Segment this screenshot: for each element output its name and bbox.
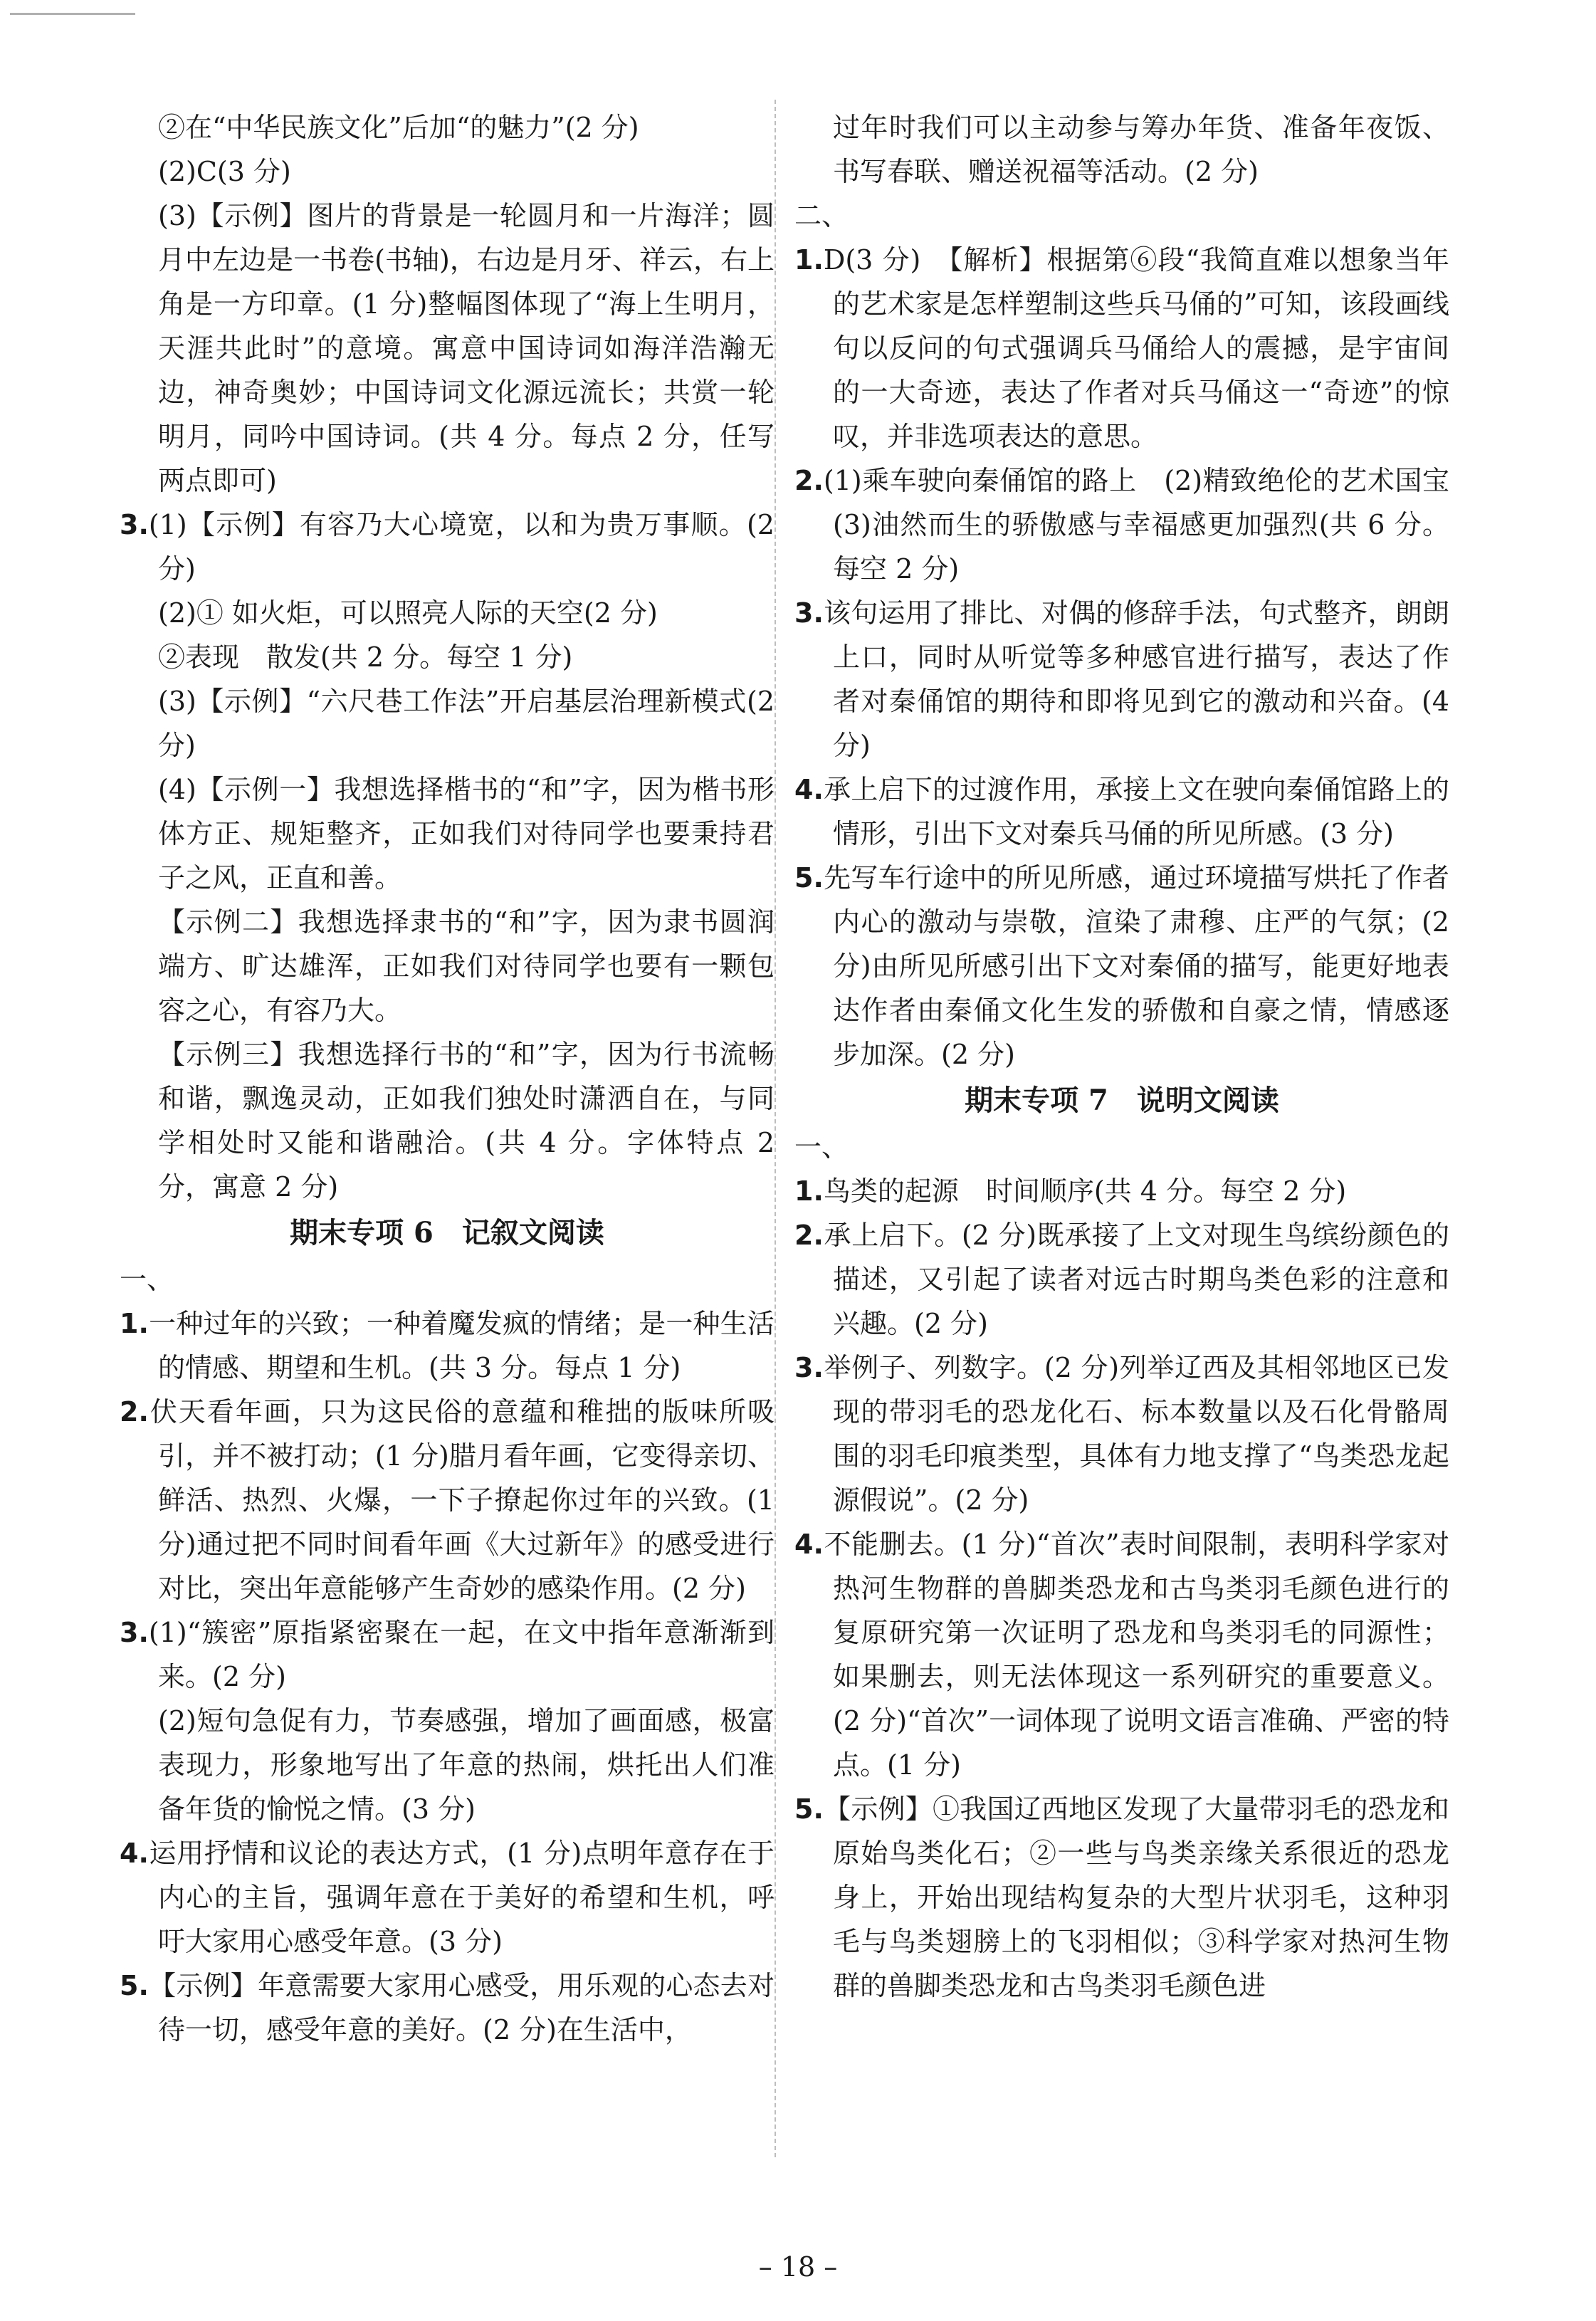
answer-text: 【示例二】我想选择隶书的“和”字，因为隶书圆润端方、旷达雄浑，正如我们对待同学也要有一颗包容之心，有容乃大。: [158, 906, 775, 1026]
answer-text: 【示例】①我国辽西地区发现了大量带羽毛的恐龙和原始鸟类化石；②一些与鸟类亲缘关系很近的恐龙身上，开始出现结构复杂的大型片状羽毛，这种羽毛与鸟类翅膀上的飞羽相似；③科学家对热河生物群的兽脚类恐龙和古鸟类羽毛颜色进: [823, 1793, 1449, 2001]
answer-line: [120, 1610, 775, 1699]
answer-line: [794, 767, 1449, 856]
item-number: 5.: [794, 862, 824, 894]
answer-line: [120, 1390, 775, 1610]
answer-line: [794, 194, 1449, 238]
answer-line: [794, 1522, 1449, 1787]
item-number: 1.: [120, 1308, 149, 1339]
answer-text: 一种过年的兴致；一种着魔发疯的情绪；是一种生活的情感、期望和生机。(共 3 分。每点 1 分): [148, 1308, 775, 1383]
answer-text: (3)【示例】“六尺巷工作法”开启基层治理新模式(2 分): [158, 686, 775, 761]
item-number: 3.: [794, 1352, 824, 1383]
answer-line: [120, 194, 775, 503]
answer-text: 承上启下的过渡作用，承接上文在驶向秦俑馆路上的情形，引出下文对秦兵马俑的所见所感。(3 分): [823, 774, 1449, 849]
answer-line: [794, 459, 1477, 591]
answer-text: (2)① 如火炬，可以照亮人际的天空(2 分): [158, 597, 658, 629]
answer-text: 【示例三】我想选择行书的“和”字，因为行书流畅和谐，飘逸灵动，正如我们独处时潇洒自在，与同学相处时又能和谐融洽。(共 4 分。字体特点 2 分，寓意 2 分): [158, 1039, 775, 1203]
answer-text: ②在“中华民族文化”后加“的魅力”(2 分): [158, 112, 639, 143]
answer-line: [120, 503, 775, 591]
heading-period-7: 期末专项 7 说明文阅读: [965, 1084, 1279, 1117]
right-bottom-answers: [794, 1169, 1449, 2008]
answer-line: [120, 1831, 775, 1964]
item-number: 2.: [794, 1220, 824, 1251]
answer-text: D(3 分) 【解析】根据第⑥段“我简直难以想象当年的艺术家是怎样塑制这些兵马俑的”可知，该段画线句以反问的句式强调兵马俑给人的震撼，是宇宙间的一大奇迹，表达了作者对兵马俑这一“奇迹”的惊叹，并非选项表达的意思。: [823, 244, 1449, 452]
corner-rule: [10, 13, 135, 15]
answer-line: [794, 1346, 1449, 1522]
item-number: 2.: [794, 465, 824, 496]
page-number: – 18 –: [758, 2251, 838, 2283]
answer-line: [794, 1169, 1449, 1213]
answer-line: [120, 900, 775, 1032]
answer-text: (4)【示例一】我想选择楷书的“和”字，因为楷书形体方正、规矩整齐，正如我们对待同学也要秉持君子之风，正直和善。: [158, 774, 775, 894]
item-number: 4.: [120, 1838, 149, 1869]
answer-line: [794, 1787, 1449, 2008]
answer-line: [794, 238, 1449, 459]
right-column: [794, 105, 1477, 2008]
item-number: 1.: [794, 1175, 824, 1207]
left-bottom-answers: [120, 1301, 775, 2052]
answer-text: 先写车行途中的所见所感，通过环境描写烘托了作者内心的激动与崇敬，渲染了肃穆、庄严的气氛；(2 分)由所见所感引出下文对秦俑的描写，能更好地表达作者由秦俑文化生发的骄傲和自豪之情，情感逐步加深。(2 分): [823, 862, 1449, 1070]
item-number: 5.: [794, 1793, 824, 1825]
answer-text: (2)短句急促有力，节奏感强，增加了画面感，极富表现力，形象地写出了年意的热闹，烘托出人们准备年货的愉悦之情。(3 分): [158, 1705, 775, 1825]
answer-line: [120, 679, 775, 767]
answer-line: [120, 591, 775, 635]
section-label-7: 一、: [794, 1131, 849, 1163]
item-number: 2.: [120, 1396, 149, 1427]
answer-line: [120, 1964, 775, 2052]
answer-line: [120, 150, 775, 194]
answer-line: [120, 1032, 775, 1209]
item-number: 4.: [794, 774, 824, 805]
answer-text: (1)“簇密”原指紧密聚在一起，在文中指年意渐渐到来。(2 分): [148, 1617, 775, 1692]
answer-text: 伏天看年画，只为这民俗的意蕴和稚拙的版味所吸引，并不被打动；(1 分)腊月看年画，它变得亲切、鲜活、热烈、火爆，一下子撩起你过年的兴致。(1 分)通过把不同时间看年画《大过新年》的感受进行对比，突出年意能够产生奇妙的感染作用。(2 分): [148, 1396, 775, 1604]
answer-text: ②表现 散发(共 2 分。每空 1 分): [158, 641, 573, 673]
heading-period-6: 期末专项 6 记叙文阅读: [290, 1216, 604, 1249]
answer-line: [120, 635, 775, 679]
answer-text: 二、: [794, 200, 849, 231]
answer-text: 鸟类的起源 时间顺序(共 4 分。每空 2 分): [823, 1175, 1347, 1207]
item-number: 1.: [794, 244, 824, 276]
answer-text: 【示例】年意需要大家用心感受，用乐观的心态去对待一切，感受年意的美好。(2 分)在生活中，: [148, 1970, 775, 2045]
item-number: 3.: [120, 509, 149, 540]
right-top-answers: [794, 105, 1477, 1076]
answer-line: [120, 1301, 775, 1390]
item-number: 5.: [120, 1970, 149, 2001]
answer-text: 运用抒情和议论的表达方式，(1 分)点明年意存在于内心的主旨，强调年意在于美好的希望和生机，呼吁大家用心感受年意。(3 分): [148, 1838, 775, 1957]
answer-text: (2)C(3 分): [158, 156, 291, 187]
item-number: 3.: [794, 597, 824, 629]
column-divider: [775, 100, 776, 2157]
answer-text: 举例子、列数字。(2 分)列举辽西及其相邻地区已发现的带羽毛的恐龙化石、标本数量以及石化骨骼周围的羽毛印痕类型，具体有力地支撑了“鸟类恐龙起源假说”。(2 分): [823, 1352, 1449, 1516]
left-top-answers: [120, 105, 775, 1209]
answer-line: [794, 591, 1449, 767]
answer-text: 过年时我们可以主动参与筹办年货、准备年夜饭、书写春联、赠送祝福等活动。(2 分): [833, 112, 1449, 187]
answer-line: [794, 1213, 1449, 1346]
answer-text: (1)【示例】有容乃大心境宽，以和为贵万事顺。(2 分): [148, 509, 775, 585]
item-number: 3.: [120, 1617, 149, 1648]
answer-line: [794, 105, 1449, 194]
answer-text: 不能删去。(1 分)“首次”表时间限制，表明科学家对热河生物群的兽脚类恐龙和古鸟类羽毛颜色进行的复原研究第一次证明了恐龙和鸟类羽毛的同源性；如果删去，则无法体现这一系列研究的重要意义。(2 分)“首次”一词体现了说明文语言准确、严密的特点。(1 分): [823, 1529, 1449, 1781]
answer-line: [120, 1699, 775, 1831]
answer-text: (1)乘车驶向秦俑馆的路上 (2)精致绝伦的艺术国宝 (3)油然而生的骄傲感与幸福感更加强烈(共 6 分。每空 2 分): [823, 465, 1477, 585]
answer-line: [120, 767, 775, 900]
section-label-6: 一、: [120, 1264, 174, 1295]
item-number: 4.: [794, 1529, 824, 1560]
left-column: [120, 105, 775, 2052]
answer-text: 该句运用了排比、对偶的修辞手法，句式整齐，朗朗上口，同时从听觉等多种感官进行描写，表达了作者对秦俑馆的期待和即将见到它的激动和兴奋。(4 分): [823, 597, 1449, 761]
answer-text: 承上启下。(2 分)既承接了上文对现生鸟缤纷颜色的描述，又引起了读者对远古时期鸟类色彩的注意和兴趣。(2 分): [823, 1220, 1449, 1339]
answer-text: (3)【示例】图片的背景是一轮圆月和一片海洋；圆月中左边是一书卷(书轴)，右边是月牙、祥云，右上角是一方印章。(1 分)整幅图体现了“海上生明月，天涯共此时”的意境。寓意中国诗词如海洋浩瀚无边，神奇奥妙；中国诗词文化源远流长；共赏一轮明月，同吟中国诗词。(共 4 分。每点 2 分，任写两点即可): [158, 200, 775, 496]
answer-line: [120, 105, 775, 150]
answer-line: [794, 856, 1449, 1076]
